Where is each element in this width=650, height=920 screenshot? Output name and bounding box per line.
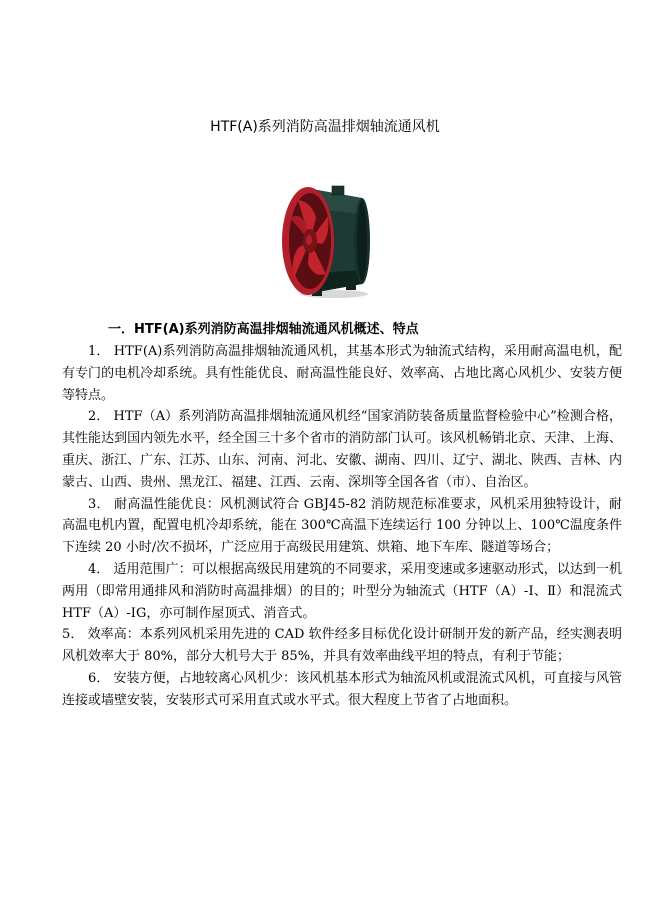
paragraph-6: 6． 安装方便，占地较离心风机少：该风机基本形式为轴流风机或混流式风机，可直接与风管连接或墙壁安装，安装形式可采用直式或水平式。很大程度上节省了占地面积。	[62, 670, 622, 708]
fan-rear-opening	[357, 201, 367, 281]
junction-box	[332, 186, 344, 195]
paragraph-3: 3． 耐高温性能优良：风机测试符合 GBJ45-82 消防规范标准要求，风机采用独特设计，耐高温电机内置，配置电机冷却系统，能在 300℃高温下连续运行 100 分钟以上、100℃温度条件下连续 20 小时/次不损坏，广泛应用于高级民用建筑、烘箱、地下车库、隧道等场合；	[62, 496, 622, 556]
paragraph-2: 2． HTF（A）系列消防高温排烟轴流通风机经“国家消防装备质量监督检验中心”检测合格，其性能达到国内领先水平，经全国三十多个省市的消防部门认可。该风机畅销北京、天津、上海、重庆、浙江、广东、江苏、山东、河南、河北、安徽、湖南、四川、辽宁、湖北、陕西、吉林、内蒙古、山西、贵州、黑龙江、福建、江西、云南、深圳等全国各省（市）、自治区。	[62, 409, 622, 490]
fan-foot-right	[346, 282, 356, 290]
paragraph-4: 4． 适用范围广：可以根据高级民用建筑的不同要求，采用变速或多速驱动形式，以达到一机两用（即常用通排风和消防时高温排烟）的目的；叶型分为轴流式（HTF（A）-Ⅰ、Ⅱ）和混流式 HTF（A）-IG，亦可制作屋顶式、消音式。	[62, 561, 622, 621]
axial-fan-image	[276, 178, 376, 300]
axial-fan-drawing	[276, 178, 376, 300]
section-heading: 一．HTF(A)系列消防高温排烟轴流通风机概述、特点	[108, 322, 419, 337]
document-body	[62, 320, 622, 712]
paragraph-5: 5． 效率高：本系列风机采用先进的 CAD 软件经多目标优化设计研制开发的新产品，经实测表明风机效率大于 80%，部分大机号大于 85%，并具有效率曲线平坦的特点，有利于节能；	[62, 627, 622, 665]
document-title: HTF(A)系列消防高温排烟轴流通风机	[210, 119, 440, 135]
paragraph-1: 1． HTF(A)系列消防高温排烟轴流通风机，其基本形式为轴流式结构，采用耐高温电机，配有专门的电机冷却系统。具有性能优良、耐高温性能良好、效率高、占地比离心风机少、安装方便等特点。	[62, 344, 622, 403]
fan-hub-cap	[306, 235, 312, 245]
